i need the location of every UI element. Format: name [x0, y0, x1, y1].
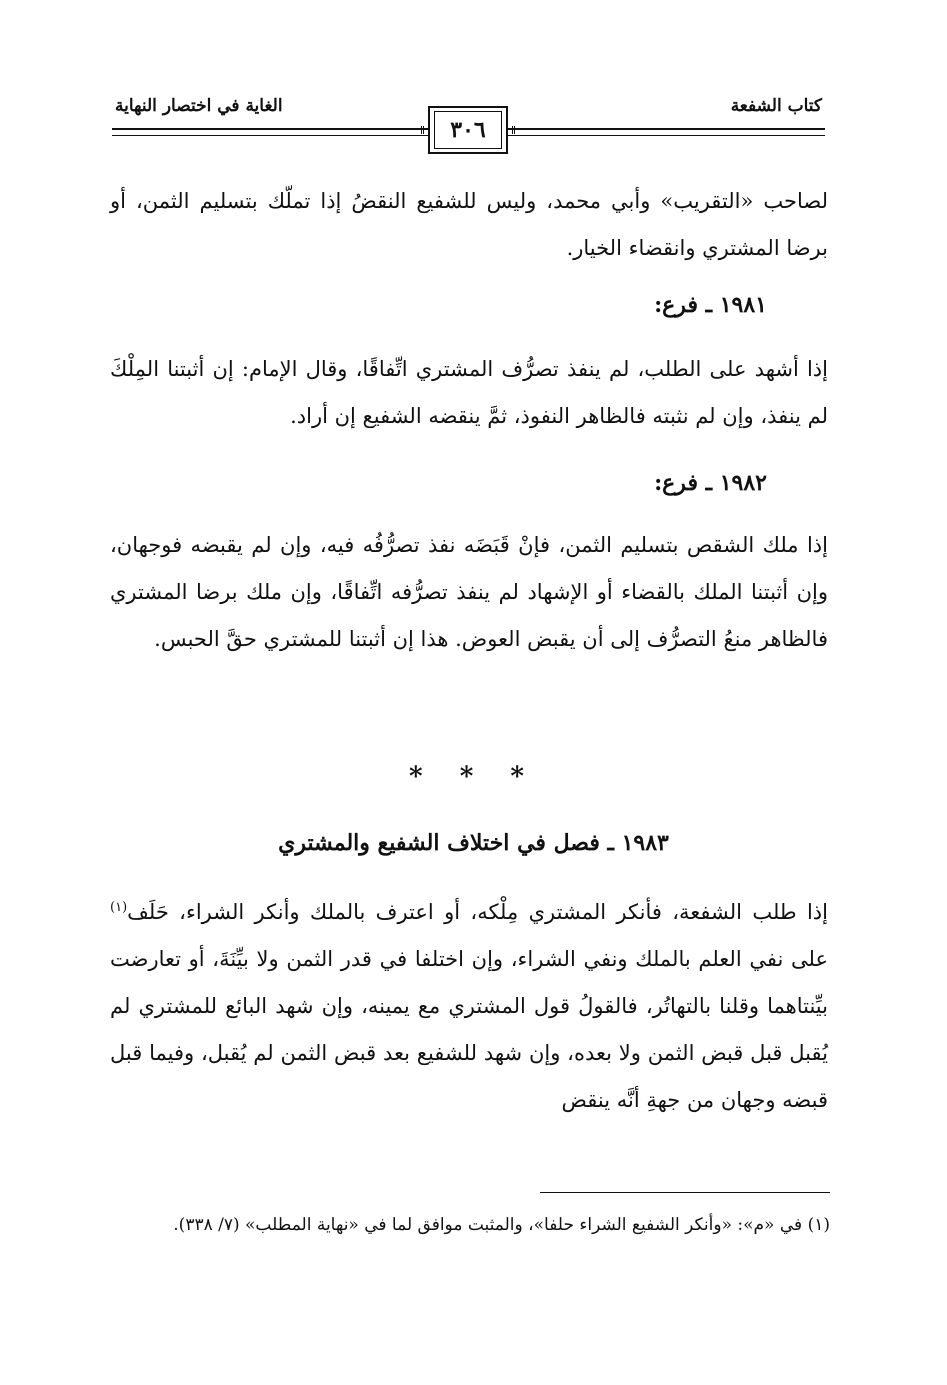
paragraph-3: إذا ملك الشقص بتسليم الثمن، فإنْ قَبَضَه نفذ تصرُّفُه فيه، وإن لم يقبضه فوجهان، وإن أثبتنا الملك بالقضاء أو الإشهاد لم ينفذ تصرُّفه اتِّفاقًا، وإن ملك برضا المشتري فالظاهر منعُ التصرُّف إلى أن يقبض العوض. هذا إن أثبتنا للمشتري حقَّ الحبس. [110, 533, 828, 651]
heading-1981: ١٩٨١ ـ فرع: [654, 292, 767, 318]
paragraph-4-rest: على نفي العلم بالملك ونفي الشراء، وإن اختلفا في قدر الثمن ولا بيِّنَةَ، أو تعارضت بيِّنتاهما وقلنا بالتهاتُر، فالقولُ قول المشتري مع يمينه، وإن شهد البائع للمشتري لم يُقبل قبل قبض الثمن ولا بعده، وإن شهد للشفيع بعد قبض الثمن لم يُقبل، وفيما قبل قبضه وجهان من جهةِ أنَّه ينقض [110, 947, 828, 1112]
footnote-text: في «م»: «وأنكر الشفيع الشراء حلفا»، والمثبت موافق لما في «نهاية المطلب» (٧/ ٣٣٨). [173, 1215, 803, 1235]
heading-1982: ١٩٨٢ ـ فرع: [654, 470, 767, 496]
footnote-ref: (١) [110, 900, 128, 915]
running-header-right: كتاب الشفعة [730, 96, 822, 116]
footnote-number: (١) [807, 1215, 830, 1235]
paragraph-4-start: إذا طلب الشفعة، فأنكر المشتري مِلْكه، أو اعترف بالملك وأنكر الشراء، حَلَف [127, 900, 828, 924]
paragraph-4 [110, 884, 828, 1124]
paragraph-2: إذا أشهد على الطلب، لم ينفذ تصرُّف المشتري اتِّفاقًا، وقال الإمام: إن أثبتنا المِلْكَ لم ينفذ، وإن لم نثبته فالظاهر النفوذ، ثمَّ ينقضه الشفيع إن أراد. [110, 357, 828, 428]
section-separator-stars: * * * [409, 762, 538, 792]
section-title: ١٩٨٣ ـ فصل في اختلاف الشفيع والمشتري [278, 830, 669, 856]
page-number-box [428, 106, 508, 154]
footnote-rule [540, 1192, 830, 1193]
footnote [110, 1208, 830, 1242]
page-number: ٣٠٦ [450, 117, 486, 143]
running-header-left: الغاية في اختصار النهاية [115, 96, 283, 116]
paragraph-1: لصاحب «التقريب» وأبي محمد، وليس للشفيع النقضُ إذا تملّك بتسليم الثمن، أو برضا المشتري وانقضاء الخيار. [110, 189, 828, 260]
